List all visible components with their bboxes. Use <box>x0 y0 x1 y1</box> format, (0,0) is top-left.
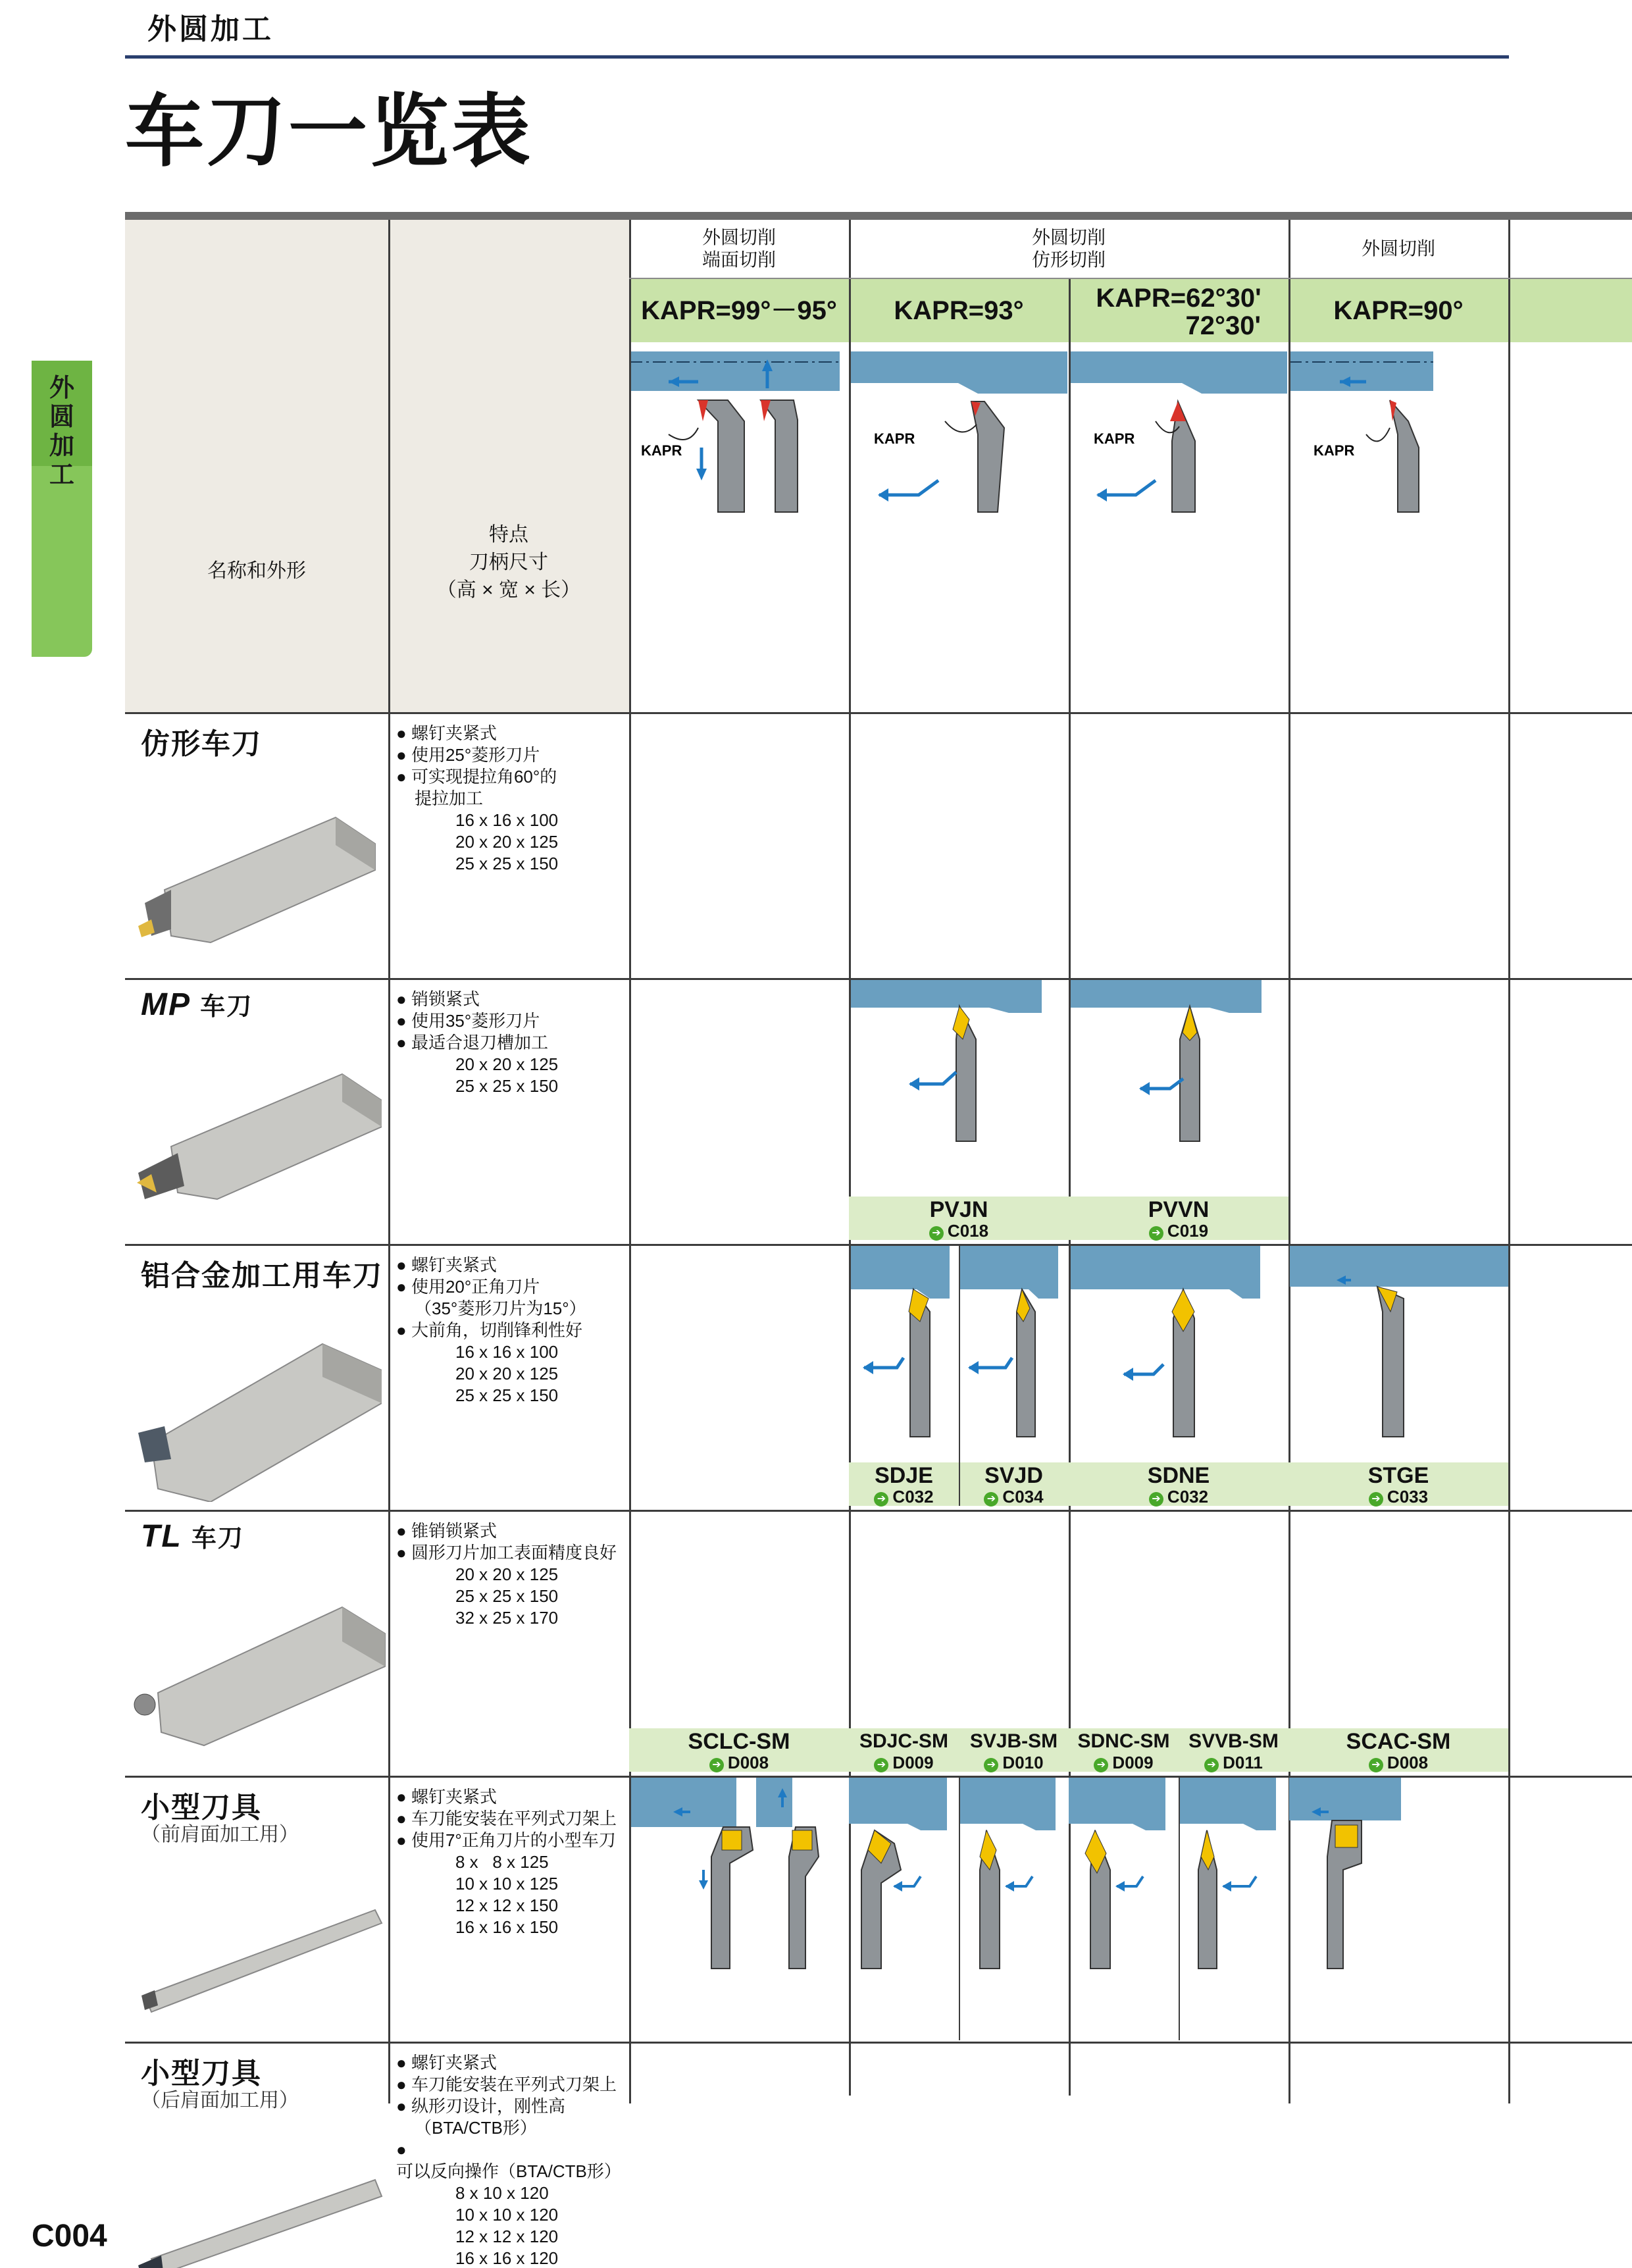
feature-item: ● 可以反向操作（BTA/CTB形） <box>396 2140 621 2181</box>
insert <box>792 1830 812 1850</box>
size-item: 25 x 25 x 150 <box>455 1076 559 1096</box>
holder-label-stge[interactable] <box>1288 1462 1508 1506</box>
workpiece <box>851 1246 950 1299</box>
arrow-right-icon: ➔ <box>1094 1758 1108 1772</box>
page-ref-link[interactable]: ➔ D010 <box>959 1753 1069 1772</box>
size-item: 10 x 10 x 125 <box>455 1874 559 1894</box>
holder-name: STGE <box>1367 1463 1429 1488</box>
holder-name: PVVN <box>1148 1197 1210 1222</box>
feature-item: ● 使用7°正角刀片的小型车刀 <box>396 1830 616 1850</box>
workpiece <box>1289 1778 1401 1820</box>
tool-shank <box>761 400 798 512</box>
header-sub-rule <box>629 278 1632 279</box>
page-ref-link[interactable]: ➔ D011 <box>1179 1753 1288 1772</box>
workpiece <box>1069 1778 1165 1830</box>
row-divider <box>125 712 1632 714</box>
arrow-right-icon: ➔ <box>874 1758 888 1772</box>
kapr-label: KAPR <box>1094 430 1135 447</box>
size-item: 12 x 12 x 120 <box>455 2227 559 2246</box>
size-item: 32 x 25 x 170 <box>455 1608 559 1628</box>
arrow-right-icon: ➔ <box>1369 1492 1383 1507</box>
feature-item: ● 最适合退刀槽加工 <box>396 1033 548 1052</box>
profile-arrow-head <box>1115 1881 1125 1892</box>
tool-shank <box>698 400 744 512</box>
side-tab-char: 工 <box>49 461 74 489</box>
header-diagrams <box>629 342 1632 713</box>
arrow-right-icon: ➔ <box>874 1492 888 1507</box>
page-number: C004 <box>32 2219 107 2254</box>
holder-label-pvjn[interactable] <box>849 1197 1069 1240</box>
feature-item: ● 使用25°菱形刀片 <box>396 745 540 765</box>
workpiece <box>851 980 1042 1013</box>
size-item: 8 x 8 x 125 <box>455 1852 549 1872</box>
holder-name: SDJE <box>875 1463 933 1488</box>
holder-name: SVJB-SM <box>969 1730 1058 1752</box>
workpiece <box>629 351 840 391</box>
size-item: 12 x 12 x 150 <box>455 1895 559 1915</box>
row-name: 铝合金加工用车刀 <box>141 1260 383 1292</box>
profile-arrow-head <box>893 1881 902 1892</box>
kapr-line: 72°30' <box>1185 311 1261 340</box>
side-tab-char: 加 <box>49 432 74 460</box>
feature-item: ● 使用35°菱形刀片 <box>396 1011 540 1031</box>
product-image-copy-turning <box>125 791 382 956</box>
holder-label-sdjc-sm[interactable] <box>849 1728 959 1772</box>
feature-item: ● 大前角，切削锋利性好 <box>396 1320 582 1340</box>
feature-item: ● 锥销锁紧式 <box>396 1521 497 1541</box>
op-header-1 <box>629 220 849 278</box>
feature-item: （35°菱形刀片为15°） <box>415 1299 586 1318</box>
size-item: 16 x 16 x 150 <box>455 1917 559 1937</box>
insert <box>1335 1825 1358 1847</box>
row-divider <box>125 1510 1632 1512</box>
small-front-diagrams <box>631 1778 1631 1992</box>
size-item: 20 x 20 x 125 <box>455 1364 559 1383</box>
feature-item: ● 螺钉夹紧式 <box>396 723 497 743</box>
size-item: 25 x 25 x 150 <box>455 1586 559 1606</box>
angle-arc <box>669 428 698 440</box>
kapr-label: KAPR <box>641 442 682 459</box>
holder-name: SVJD <box>984 1463 1043 1488</box>
feed-arrow-head <box>696 469 707 480</box>
header-feature-line: 特点 <box>489 524 528 546</box>
product-image-tl <box>125 1594 388 1752</box>
name-suffix: 车刀 <box>191 1525 244 1553</box>
insert <box>138 2255 165 2268</box>
op-line: 外圆切削 <box>1031 227 1106 247</box>
tool-shank <box>1390 400 1419 512</box>
feed-arrow-head <box>699 1880 708 1890</box>
product-image-small-back <box>125 2160 388 2268</box>
workpiece <box>959 1778 1056 1830</box>
feature-item: ● 可实现提拉角60°的 <box>396 767 557 786</box>
table-top-rule <box>125 212 1632 220</box>
holder-name: SCLC-SM <box>688 1729 790 1754</box>
col-divider <box>388 220 390 2103</box>
side-tab-label <box>32 374 92 490</box>
cutting-edge <box>698 400 708 421</box>
workpiece <box>1071 1246 1260 1299</box>
angle-arc <box>945 421 977 432</box>
workpiece <box>849 1778 947 1830</box>
profile-arrow-head <box>1123 1368 1133 1381</box>
size-item: 20 x 20 x 125 <box>455 1054 559 1074</box>
op-line: 端面切削 <box>701 249 776 270</box>
holder-label-svvb-sm[interactable] <box>1179 1728 1288 1772</box>
insert <box>138 1426 171 1462</box>
page-ref-link[interactable]: ➔ D009 <box>849 1753 959 1772</box>
holder-name: SDNC-SM <box>1077 1730 1170 1752</box>
size-item: 16 x 16 x 100 <box>455 1342 559 1362</box>
size-item: 25 x 25 x 150 <box>455 854 559 873</box>
feature-item: 提拉加工 <box>415 788 484 808</box>
row-features <box>396 989 633 1097</box>
header-rule <box>125 55 1509 59</box>
profile-arrow-head <box>1222 1881 1231 1892</box>
name-suffix: 车刀 <box>200 993 253 1021</box>
profile-arrow-head <box>1096 488 1107 502</box>
page-ref-link[interactable]: ➔ C033 <box>1288 1487 1508 1507</box>
arrow-right-icon: ➔ <box>1369 1758 1383 1772</box>
holder-body <box>151 2180 382 2268</box>
round-insert <box>134 1694 155 1715</box>
header-feature-line: （高 × 宽 × 长） <box>436 579 581 601</box>
page-ref-link[interactable]: ➔ D008 <box>1288 1753 1508 1772</box>
arrow-right-icon: ➔ <box>709 1758 724 1772</box>
workpiece <box>1071 980 1262 1013</box>
size-item: 10 x 10 x 120 <box>455 2205 559 2225</box>
profile-arrow-head <box>968 1361 979 1374</box>
cutting-edge <box>1170 401 1186 421</box>
kapr-1: KAPR=99°－95° <box>641 296 837 325</box>
side-tab-char: 圆 <box>49 403 74 431</box>
row-subtitle: （后肩面加工用） <box>141 2090 299 2111</box>
holder-label-sclc-sm[interactable] <box>629 1728 849 1772</box>
row-features <box>396 1786 633 1938</box>
alu-diagrams <box>851 1246 1632 1462</box>
header-name-col: 名称和外形 <box>207 560 306 582</box>
product-image-aluminium <box>125 1318 382 1502</box>
header-gray-area <box>125 220 629 713</box>
tool-shank <box>971 401 1004 512</box>
mp-diagrams <box>851 980 1288 1195</box>
holder-label-sdne[interactable] <box>1069 1462 1288 1506</box>
holder-label-pvvn[interactable] <box>1069 1197 1288 1240</box>
holder-label-svjd[interactable] <box>959 1462 1069 1506</box>
arrow-right-icon: ➔ <box>929 1226 944 1241</box>
page-title: 车刀一览表 <box>125 88 533 176</box>
size-item: 8 x 10 x 120 <box>455 2183 549 2203</box>
row-name <box>141 1518 244 1555</box>
holder-name: SDNE <box>1147 1463 1210 1488</box>
side-tab[interactable] <box>32 361 92 657</box>
workpiece <box>1288 351 1433 391</box>
profile-arrow-head <box>878 488 888 502</box>
side-tab-char: 外 <box>49 374 74 402</box>
feature-item: ● 螺钉夹紧式 <box>396 1255 497 1275</box>
row-name: 小型刀具 <box>141 2057 262 2090</box>
holder-label-scac-sm[interactable] <box>1288 1728 1508 1772</box>
size-item: 16 x 16 x 120 <box>455 2248 559 2268</box>
sub-col-divider <box>959 1245 960 1506</box>
feature-item: ● 使用20°正角刀片 <box>396 1277 540 1297</box>
workpiece <box>1179 1778 1276 1830</box>
profile-arrow-head <box>863 1361 873 1374</box>
profile-arrow-head <box>1005 1881 1014 1892</box>
page-ref-link[interactable]: ➔ C018 <box>849 1222 1069 1241</box>
kapr-line: KAPR=62°30' <box>1096 284 1262 313</box>
workpiece <box>631 1778 736 1827</box>
header-feature-line: 刀柄尺寸 <box>469 552 548 573</box>
arrow-right-icon: ➔ <box>1149 1492 1163 1507</box>
row-features <box>396 1520 633 1629</box>
arrow-right-icon: ➔ <box>1204 1758 1219 1772</box>
op-line: 仿形切削 <box>1031 249 1106 270</box>
row-features <box>396 723 633 875</box>
workpiece <box>959 1246 1058 1299</box>
holder-label-svjb-sm[interactable] <box>959 1728 1069 1772</box>
workpiece <box>1290 1246 1508 1287</box>
page-ref-link[interactable]: ➔ C032 <box>1069 1487 1288 1507</box>
feature-item: ● 车刀能安装在平列式刀架上 <box>396 1809 617 1828</box>
op-line: 外圆切削 <box>1361 238 1435 259</box>
holder-name: SVVB-SM <box>1188 1730 1279 1752</box>
holder-label-sdnc-sm[interactable] <box>1069 1728 1179 1772</box>
holder-name: PVJN <box>929 1197 988 1222</box>
holder-label-sdje[interactable] <box>849 1462 959 1506</box>
op-header-3 <box>1288 220 1508 278</box>
workpiece <box>1069 351 1287 394</box>
section-label: 外圆加工 <box>147 13 274 45</box>
feature-item: ● 螺钉夹紧式 <box>396 1787 497 1807</box>
workpiece <box>849 351 1067 394</box>
header-feature-col <box>388 521 629 604</box>
feature-item: ● 销锁紧式 <box>396 989 480 1009</box>
name-prefix: MP <box>141 987 191 1022</box>
workpiece <box>756 1778 792 1827</box>
holder-table <box>125 212 1632 2268</box>
page-ref-link[interactable]: ➔ D008 <box>629 1753 849 1772</box>
sub-col-divider <box>1179 1777 1180 2040</box>
product-image-mp <box>125 1061 382 1225</box>
kapr-label: KAPR <box>874 430 915 447</box>
op-header-2 <box>849 220 1288 278</box>
product-image-small-front <box>125 1890 388 2022</box>
size-item: 16 x 16 x 100 <box>455 810 559 830</box>
size-item: 20 x 20 x 125 <box>455 1564 559 1584</box>
page-ref-link[interactable]: ➔ D009 <box>1069 1753 1179 1772</box>
feature-item: （BTA/CTB形） <box>415 2118 537 2138</box>
feature-item: ● 车刀能安装在平列式刀架上 <box>396 2075 617 2094</box>
profile-arrow-head <box>1139 1082 1150 1095</box>
holder-body <box>145 1910 382 2012</box>
insert <box>722 1830 742 1850</box>
size-item: 20 x 20 x 125 <box>455 832 559 852</box>
kapr-3 <box>1069 284 1288 340</box>
feature-item: ● 圆形刀片加工表面精度良好 <box>396 1543 617 1562</box>
kapr-4: KAPR=90° <box>1333 296 1464 325</box>
arrow-right-icon: ➔ <box>1149 1226 1163 1241</box>
arrow-right-icon: ➔ <box>984 1492 998 1507</box>
holder-name: SDJC-SM <box>859 1730 948 1752</box>
row-name: 仿形车刀 <box>141 728 262 760</box>
page-ref-link[interactable]: ➔ C034 <box>959 1487 1069 1507</box>
angle-arc <box>1366 428 1390 441</box>
row-subtitle: （前肩面加工用） <box>141 1824 299 1845</box>
row-divider <box>125 2042 1632 2044</box>
page-ref-link[interactable]: ➔ C032 <box>849 1487 959 1507</box>
page-ref-link[interactable]: ➔ C019 <box>1069 1222 1288 1241</box>
kapr-label: KAPR <box>1313 442 1355 459</box>
arrow-right-icon: ➔ <box>984 1758 998 1772</box>
row-features <box>396 2052 633 2268</box>
row-features <box>396 1254 633 1406</box>
size-item: 25 x 25 x 150 <box>455 1385 559 1405</box>
name-prefix: TL <box>141 1519 182 1554</box>
kapr-2: KAPR=93° <box>894 296 1024 325</box>
op-line: 外圆切削 <box>701 227 776 247</box>
sub-col-divider <box>959 1777 960 2040</box>
profile-arrow-head <box>909 1077 919 1091</box>
feature-item: ● 纵形刃设计，刚性高 <box>396 2096 565 2116</box>
row-name: 小型刀具 <box>141 1791 262 1824</box>
feature-item: ● 螺钉夹紧式 <box>396 2053 497 2073</box>
holder-name: SCAC-SM <box>1346 1729 1451 1754</box>
row-name <box>141 986 253 1023</box>
